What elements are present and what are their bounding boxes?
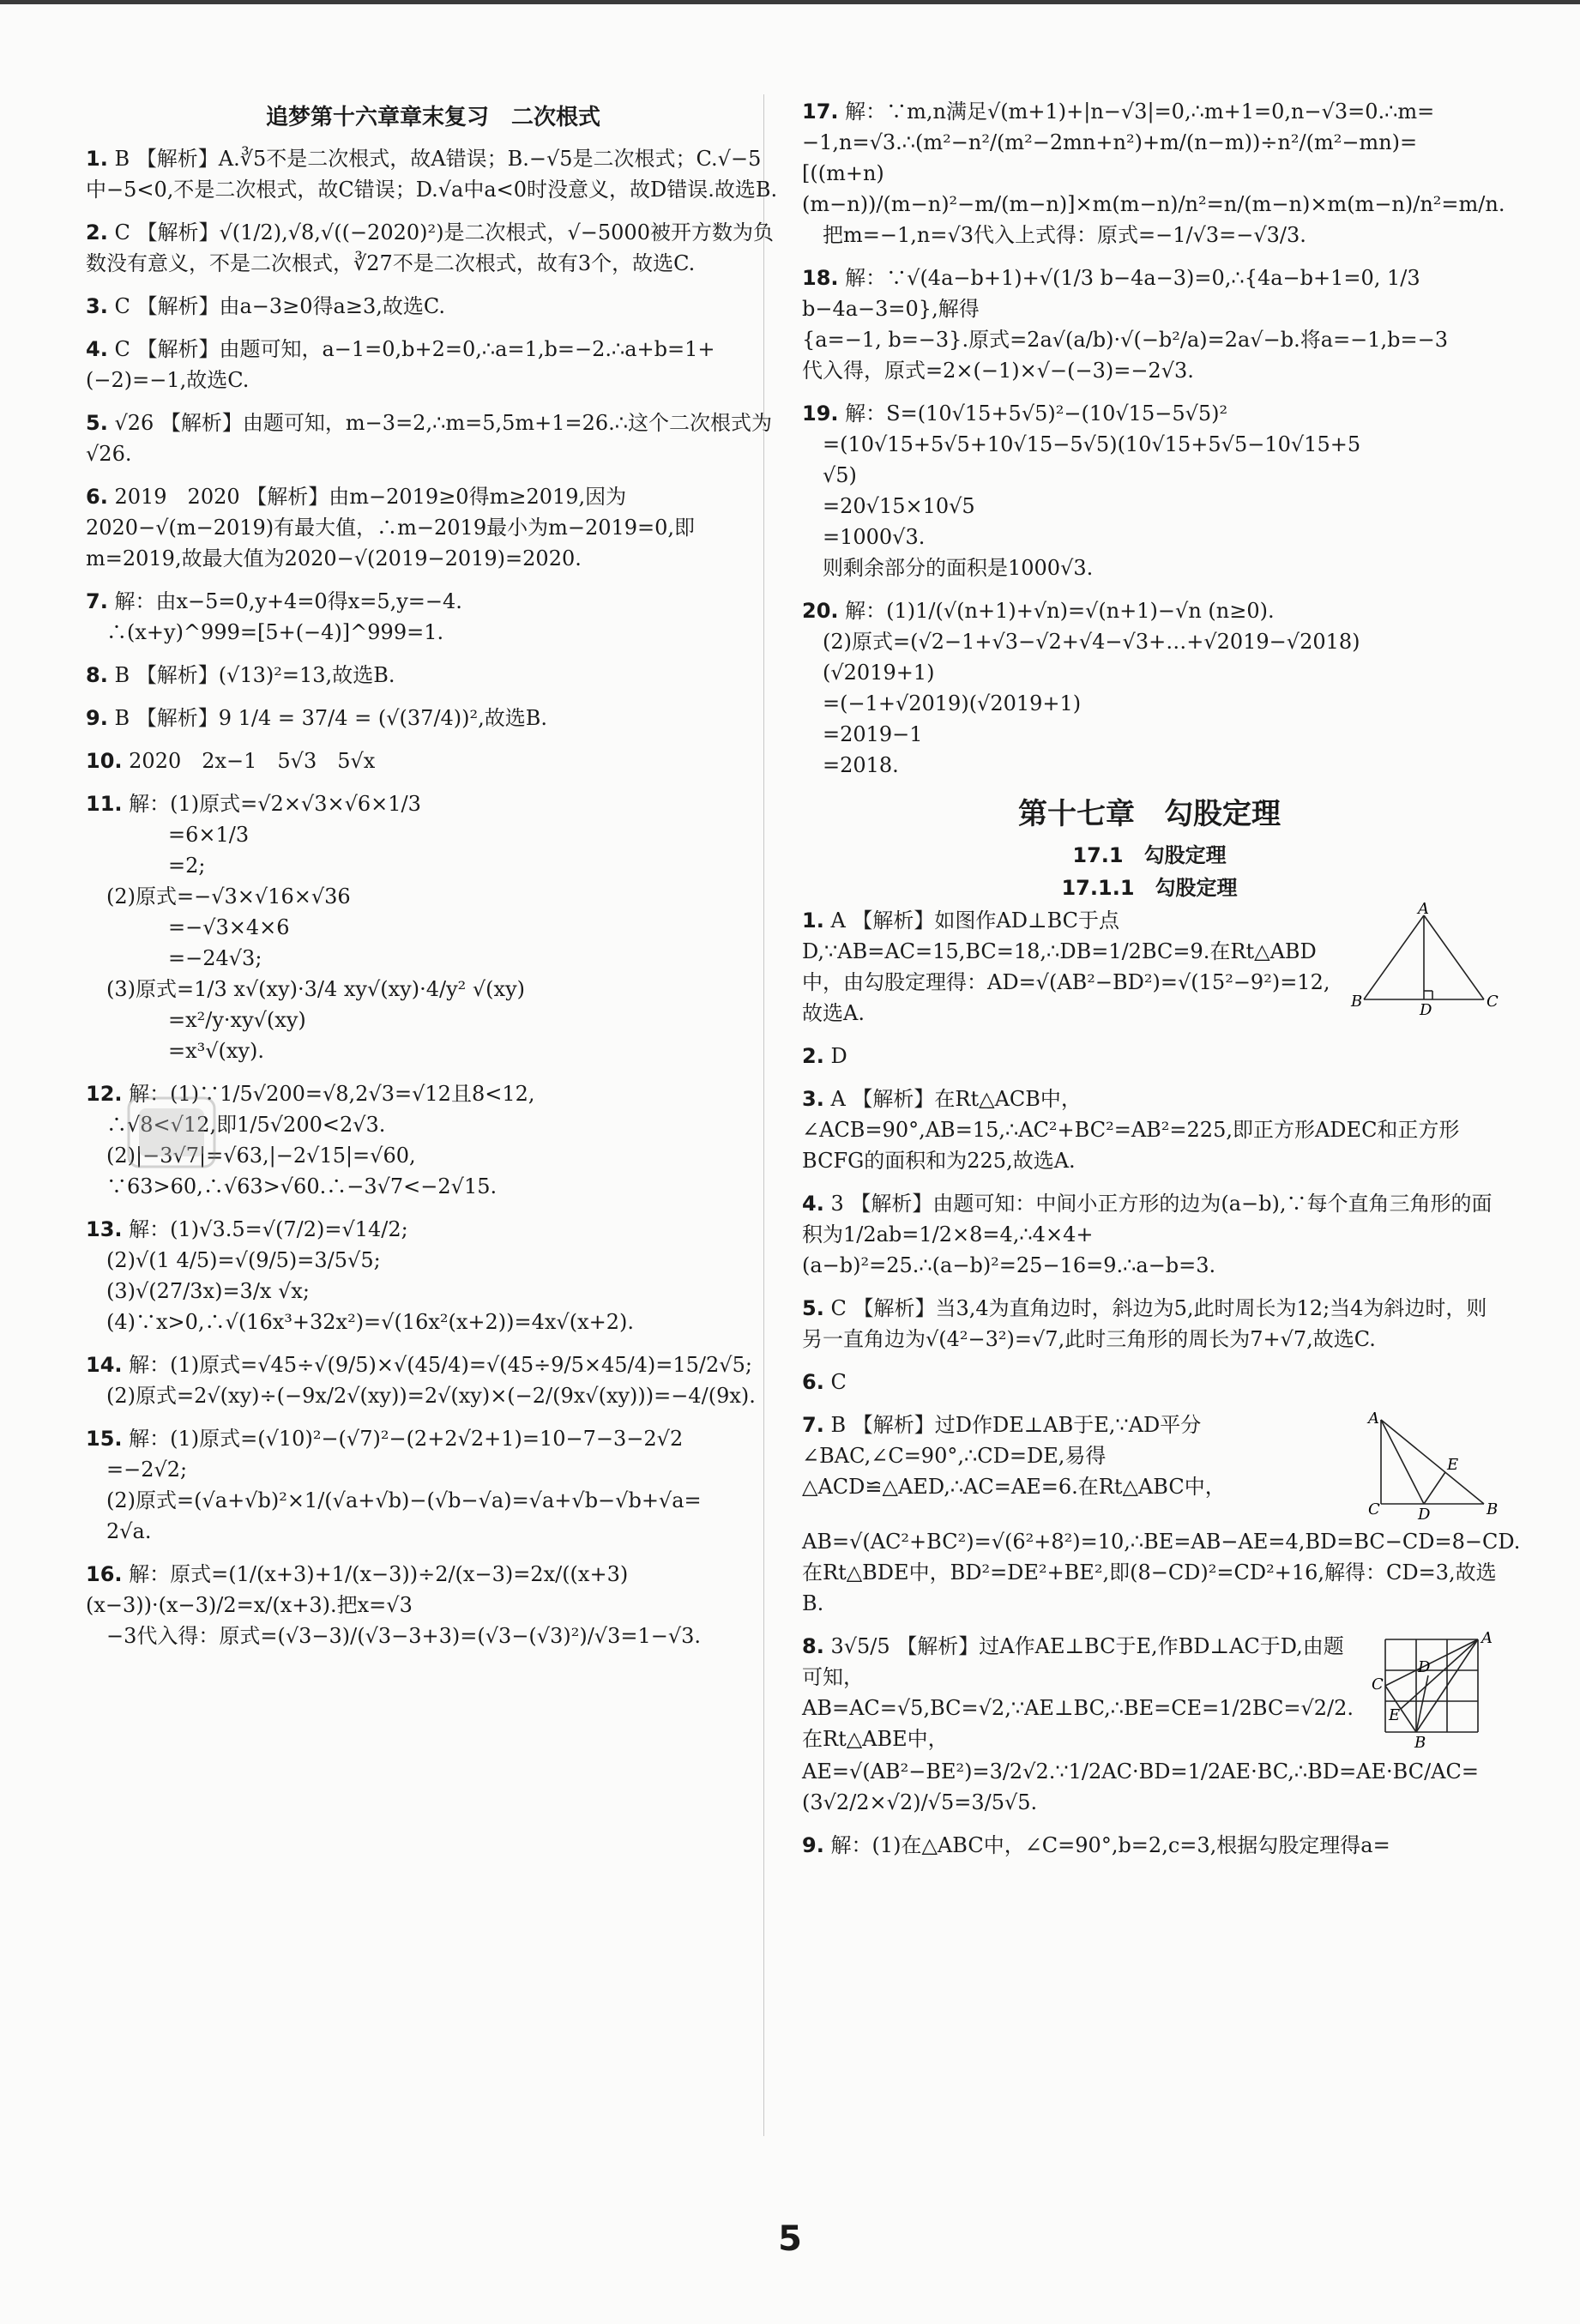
item-text: 2019 2020 【解析】由m−2019≥0得m≥2019,因为2020−√(m−2019)有最大值，∴m−2019最小为m−2019=0,即m=2019,故最大值为2020−√(2019−2019)=2020. xyxy=(86,485,696,570)
answer-item xyxy=(86,334,781,395)
item-number: 10. xyxy=(86,749,123,773)
item-number: 9. xyxy=(86,706,108,730)
answer-item xyxy=(86,745,781,776)
item-number: 12. xyxy=(86,1082,123,1106)
figure-line xyxy=(1424,1472,1445,1504)
answer-item xyxy=(86,1423,781,1547)
item-number: 4. xyxy=(86,337,108,361)
figure-label: B xyxy=(1351,993,1363,1011)
item-number: 2. xyxy=(802,1044,824,1068)
answer-item xyxy=(86,143,781,205)
item-text: C 【解析】由题可知，a−1=0,b+2=0,∴a=1,b=−2.∴a+b=1+(−2)=−1,故选C. xyxy=(86,337,715,392)
page-number: 5 xyxy=(778,2219,802,2259)
item-text: A 【解析】在Rt△ACB中，∠ACB=90°,AB=15,∴AC²+BC²=AB²=225,即正方形ADEC和正方形BCFG的面积和为225,故选A. xyxy=(802,1087,1460,1173)
right-items-a xyxy=(802,96,1505,781)
figure-line xyxy=(1364,915,1424,999)
figure-label: C xyxy=(1487,993,1499,1011)
item-text: C 【解析】由a−3≥0得a≥3,故选C. xyxy=(114,294,445,318)
answer-item xyxy=(802,1631,1497,1818)
item-number: 17. xyxy=(802,100,839,124)
figure-label: A xyxy=(1481,1629,1493,1647)
figure-label: D xyxy=(1418,1506,1431,1524)
right-column xyxy=(802,96,1521,1873)
item-number: 5. xyxy=(802,1296,824,1320)
item-text: C 【解析】当3,4为直角边时，斜边为5,此时周长为12;当4为斜边时，则另一直角边为√(4²−3²)=√7,此时三角形的周长为7+√7,故选C. xyxy=(802,1296,1487,1351)
item-number: 3. xyxy=(86,294,108,318)
item-text: B 【解析】(√13)²=13,故选B. xyxy=(114,663,395,687)
answer-item xyxy=(802,900,1499,1029)
item-text: 解：∵√(4a−b+1)+√(1/3 b−4a−3)=0,∴{4a−b+1=0, 1/3 b−4a−3=0},解得 {a=−1, b=−3}.原式=2a√(a/b)·√(−b²/a)=2a√−b.将a=−1,b=−3 代入得，原式=2×(−1)×√−(−3)=−2√3. xyxy=(802,266,1449,383)
answer-item xyxy=(86,586,781,648)
item-text: √26 【解析】由题可知，m−3=2,∴m=5,5m+1=26.∴这个二次根式为√26. xyxy=(86,411,773,466)
item-text: B 【解析】A.∛5不是二次根式，故A错误；B.−√5是二次根式；C.√−5中−5<0,不是二次根式，故C错误；D.√a中a<0时没意义，故D错误.故选B. xyxy=(86,147,778,202)
figure-label: E xyxy=(1389,1706,1401,1724)
sub-title-1: 17.1 勾股定理 xyxy=(1072,843,1227,867)
answer-item xyxy=(86,407,781,469)
item-text: 解：(1)原式=√2×√3×√6×1/3 =6×1/3 =2; (2)原式=−√3×√16×√36 =−√3×4×6 =−24√3; (3)原式=1/3 x√(xy)·3/4 xy√(xy)·4/y² √(xy) =x²/y·xy√(xy) =x³√(xy). xyxy=(106,792,526,1063)
item-text: C xyxy=(830,1370,847,1394)
answer-item xyxy=(86,788,781,1066)
item-text: 解：原式=(1/(x+3)+1/(x−3))÷2/(x−3)=2x/((x+3)(x−3))·(x−3)/2=x/(x+3).把x=√3 −3代入得：原式=(√3−3)/(√3−3+3)=(√3−(√3)²)/√3=1−√3. xyxy=(86,1562,702,1648)
figure-label: C xyxy=(1368,1500,1380,1518)
item-text: 解：(1)在△ABC中，∠C=90°,b=2,c=3,根据勾股定理得a= xyxy=(830,1833,1390,1857)
item-text: B 【解析】9 1/4 = 37/4 = (√(37/4))²,故选B. xyxy=(114,706,548,730)
figure-label: E xyxy=(1447,1456,1459,1474)
grid-triangle-figure xyxy=(1368,1631,1497,1751)
item-number: 19. xyxy=(802,401,839,426)
item-text: 解：∵m,n满足√(m+1)+|n−√3|=0,∴m+1=0,n−√3=0.∴m= −1,n=√3.∴(m²−n²/(m²−2mn+n²)+m/(n−m))÷n²/(m²−mn)= [((m+n)(m−n))/(m−n)²−m/(m−n)]×m(m−n)/n²=n/(m−n)×m(m−n)/n²=m/n. 把m=−1,n=√3代入上式得：原式=−1/√3=−√3/3. xyxy=(802,100,1505,247)
item-number: 2. xyxy=(86,220,108,244)
item-number: 13. xyxy=(86,1217,123,1241)
figure-line xyxy=(1424,915,1484,999)
chapter-title: 第十七章 勾股定理 xyxy=(1018,797,1281,831)
item-text: 解：(1)原式=(√10)²−(√7)²−(2+2√2+1)=10−7−3−2√2 =−2√2; (2)原式=(√a+√b)²×1/(√a+√b)−(√b−√a)=√a+√b−√b+√a= 2√a. xyxy=(106,1427,702,1543)
answer-item xyxy=(86,481,781,574)
sub-title-2: 17.1.1 勾股定理 xyxy=(1061,876,1238,900)
item-number: 8. xyxy=(802,1634,824,1658)
figure-label: C xyxy=(1372,1675,1384,1693)
answer-item xyxy=(802,595,1497,781)
section-title: 追梦第十六章章末复习 二次根式 xyxy=(265,105,600,130)
item-number: 9. xyxy=(802,1833,824,1857)
left-items xyxy=(86,143,781,1651)
answer-item xyxy=(802,263,1497,386)
item-text: 3√5/5 【解析】过A作AE⊥BC于E,作BD⊥AC于D,由题可知，AB=AC=√5,BC=√2,∵AE⊥BC,∴BE=CE=1/2BC=√2/2.在Rt△ABE中，AE=√(AB²−BE²)=3/2√2.∵1/2AC·BD=1/2AE·BC,∴BD=AE·BC/AC=(3√2/2×√2)/√5=3/5√5. xyxy=(802,1634,1479,1814)
item-text: 解：(1)原式=√45÷√(9/5)×√(45/4)=√(45÷9/5×45/4)=15/2√5; (2)原式=2√(xy)÷(−9x/2√(xy))=2√(xy)×(−2/(9x√(xy)))=−4/(9x). xyxy=(106,1353,756,1408)
answer-item xyxy=(802,1409,1521,1619)
answer-item xyxy=(86,217,781,279)
right-items-b xyxy=(802,900,1521,1861)
figure-label: A xyxy=(1418,900,1429,918)
item-number: 7. xyxy=(802,1413,824,1437)
figure-label: D xyxy=(1420,1001,1432,1019)
answer-item xyxy=(86,703,781,733)
isosceles-triangle-figure xyxy=(1351,900,1499,1019)
figure-label: B xyxy=(1414,1734,1426,1752)
item-text: 3 【解析】由题可知：中间小正方形的边为(a−b),∵每个直角三角形的面积为1/2ab=1/2×8=4,∴4×4+(a−b)²=25.∴(a−b)²=25−16=9.∴a−b=3. xyxy=(802,1192,1493,1277)
answer-item xyxy=(802,1084,1497,1176)
item-number: 18. xyxy=(802,266,839,290)
figure-label: D xyxy=(1418,1658,1431,1676)
answer-item xyxy=(802,1293,1497,1355)
item-text: 2020 2x−1 5√3 5√x xyxy=(129,749,376,773)
item-number: 5. xyxy=(86,411,108,435)
item-text: 解：(1)√3.5=√(7/2)=√14/2; (2)√(1 4/5)=√(9/5)=3/5√5; (3)√(27/3x)=3/x √x; (4)∵x>0,∴√(16x³+32x²)=√(16x²(x+2))=4x√(x+2). xyxy=(106,1217,634,1334)
answer-item xyxy=(802,96,1505,251)
answer-item xyxy=(86,1559,781,1651)
figure-line xyxy=(1385,1639,1478,1686)
answer-item xyxy=(802,1367,1497,1397)
answer-item xyxy=(802,1830,1497,1861)
answer-item xyxy=(802,1041,1497,1071)
item-number: 3. xyxy=(802,1087,824,1111)
item-text: B 【解析】过D作DE⊥AB于E,∵AD平分∠BAC,∠C=90°,∴CD=DE,易得△ACD≌△AED,∴AC=AE=6.在Rt△ABC中，AB=√(AC²+BC²)=√(6²+8²)=10,∴BE=AB−AE=4,BD=BC−CD=8−CD.在Rt△BDE中，BD²=DE²+BE²,即(8−CD)²=CD²+16,解得：CD=3,故选B. xyxy=(802,1413,1521,1615)
answer-item xyxy=(86,660,781,691)
item-text: 解：由x−5=0,y+4=0得x=5,y=−4. ∴(x+y)^999=[5+(−4)]^999=1. xyxy=(106,589,462,644)
item-number: 7. xyxy=(86,589,108,613)
item-number: 8. xyxy=(86,663,108,687)
item-number: 11. xyxy=(86,792,123,816)
item-text: C 【解析】√(1/2),√8,√((−2020)²)是二次根式，√−5000被开方数为负数没有意义，不是二次根式，∛27不是二次根式，故有3个，故选C. xyxy=(86,220,774,275)
left-column xyxy=(86,96,781,1663)
item-number: 20. xyxy=(802,599,839,623)
item-text: D xyxy=(830,1044,847,1068)
item-number: 14. xyxy=(86,1353,123,1377)
item-number: 4. xyxy=(802,1192,824,1216)
item-text: 解：(1)1/(√(n+1)+√n)=√(n+1)−√n (n≥0). (2)原式=(√2−1+√3−√2+√4−√3+…+√2019−√2018) (√2019+1) =(−1+√2019)(√2019+1) =2019−1 =2018. xyxy=(822,599,1360,777)
answer-item xyxy=(802,398,1497,583)
item-text: 解：(1)∵1/5√200=√8,2√3=√12且8<12, ∴√8<√12,即1/5√200<2√3. (2)|−3√7|=√63,|−2√15|=√60, ∵63>60,∴√63>√60.∴−3√7<−2√15. xyxy=(106,1082,535,1198)
item-text: 解：S=(10√15+5√5)²−(10√15−5√5)² =(10√15+5√5+10√15−5√5)(10√15+5√5−10√15+5 √5) =20√15×10√5 =1000√3. 则剩余部分的面积是1000√3. xyxy=(822,401,1361,580)
watermark-stamp-icon xyxy=(120,1090,223,1175)
top-rule xyxy=(0,0,1580,4)
angle-bisector-figure xyxy=(1368,1409,1499,1524)
item-text: A 【解析】如图作AD⊥BC于点D,∵AB=AC=15,BC=18,∴DB=1/2BC=9.在Rt△ABD中，由勾股定理得：AD=√(AB²−BD²)=√(15²−9²)=12,故选A. xyxy=(802,908,1330,1025)
answer-item xyxy=(86,291,781,322)
answer-item xyxy=(86,1349,781,1411)
item-number: 1. xyxy=(86,147,108,171)
item-number: 1. xyxy=(802,908,824,933)
figure-line xyxy=(1381,1420,1424,1504)
answer-item xyxy=(802,1188,1497,1281)
item-number: 6. xyxy=(86,485,108,509)
answer-item xyxy=(86,1214,781,1337)
item-number: 15. xyxy=(86,1427,123,1451)
figure-label: B xyxy=(1487,1500,1499,1518)
item-number: 16. xyxy=(86,1562,123,1586)
figure-label: A xyxy=(1368,1409,1379,1428)
item-number: 6. xyxy=(802,1370,824,1394)
